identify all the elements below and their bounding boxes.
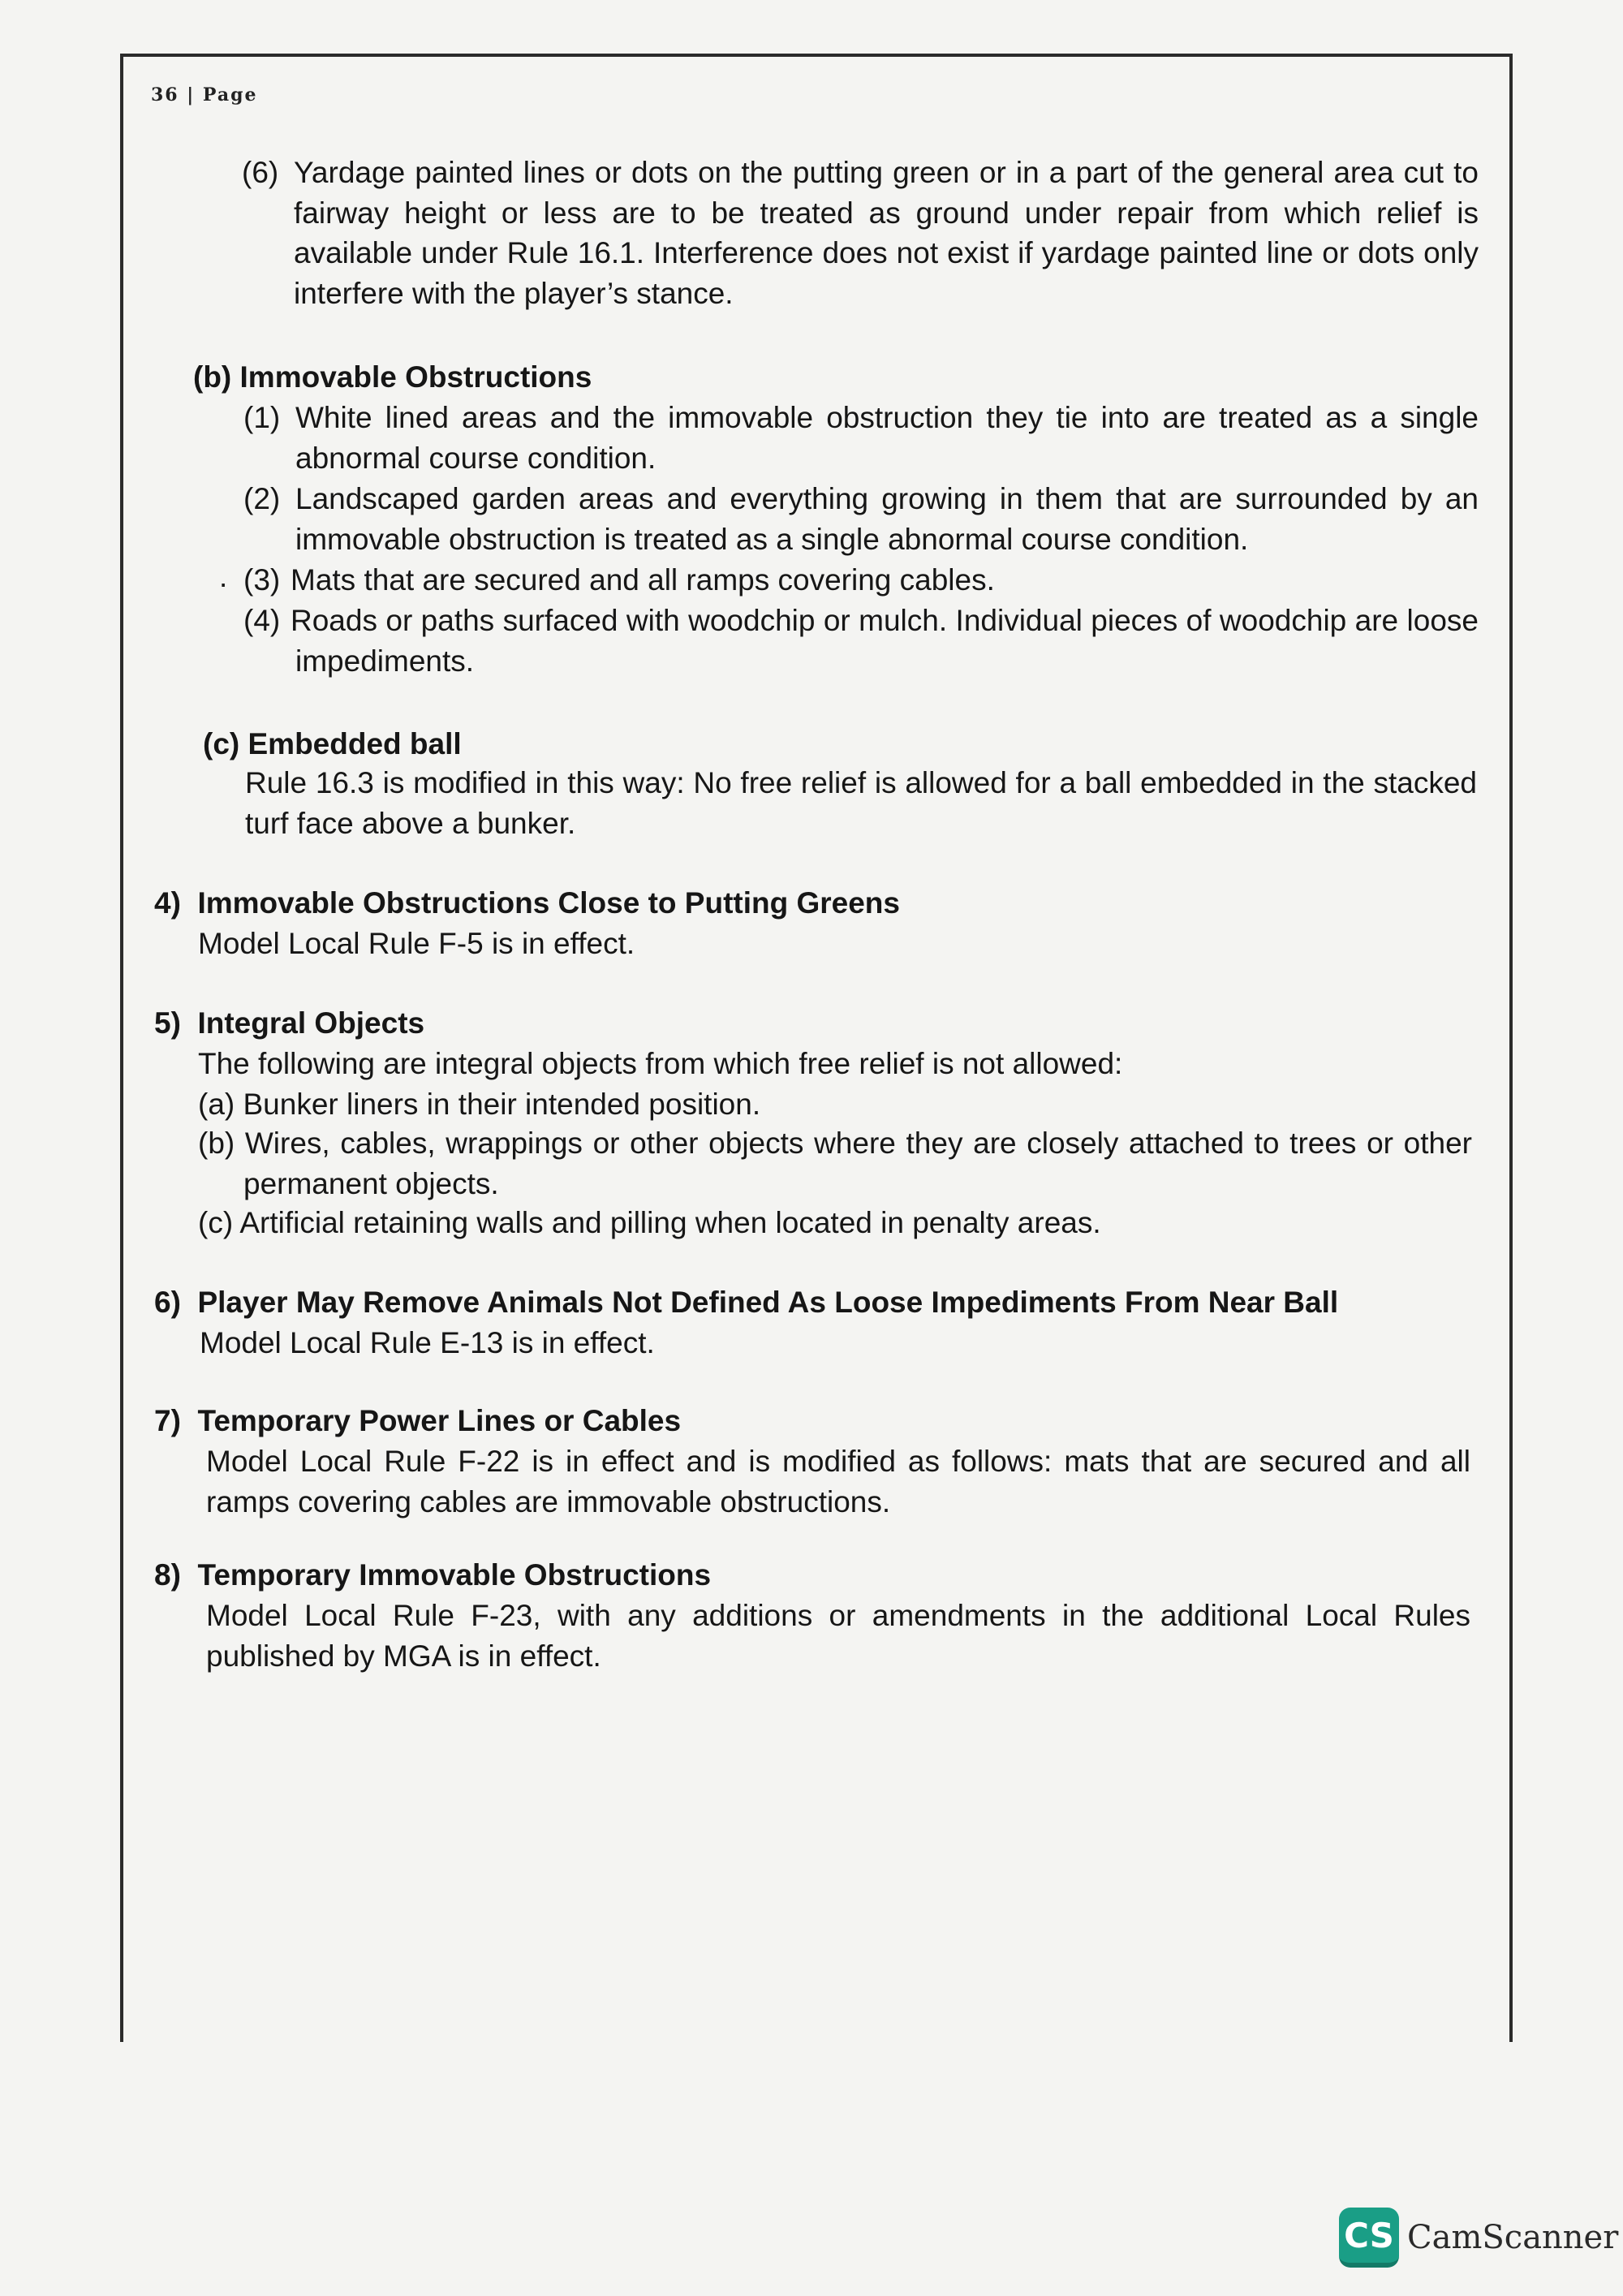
cs-badge-icon: CS <box>1339 2208 1399 2268</box>
section-5-item-b-line: permanent objects. <box>243 1166 499 1200</box>
section-5-heading: 5) Integral Objects <box>154 1006 425 1040</box>
page-number: 36 | Page <box>151 84 258 106</box>
item-b4-text <box>291 601 1479 681</box>
item-6-marker: (6) <box>242 156 279 189</box>
section-8-body <box>206 1596 1470 1676</box>
item-b1-text <box>295 398 1479 478</box>
section-7-line: Model Local Rule F-22 is in effect and is modified as follows: mats that are secured and all <box>206 1445 1470 1478</box>
item-6-text <box>294 153 1479 313</box>
section-c-heading: (c) Embedded ball <box>203 727 462 760</box>
section-5-item-c: (c) Artificial retaining walls and pilling when located in penalty areas. <box>198 1206 1101 1239</box>
item-6-line: interfere with the player’s stance. <box>294 276 734 310</box>
item-b3-marker: (3) <box>243 563 281 597</box>
section-4-body: Model Local Rule F-5 is in effect. <box>198 927 635 960</box>
item-6-line: fairway height or less are to be treated as ground under repair from which relief is <box>294 196 1479 230</box>
section-4-heading: 4) Immovable Obstructions Close to Putting Greens <box>154 886 900 920</box>
item-b1-marker: (1) <box>243 401 281 434</box>
section-5-intro: The following are integral objects from which free relief is not allowed: <box>198 1047 1123 1080</box>
camscanner-logo <box>1339 2208 1618 2268</box>
item-b1-line: abnormal course condition. <box>295 441 657 475</box>
section-c-body <box>245 763 1477 843</box>
item-b4-marker: (4) <box>243 604 281 637</box>
section-c-line: Rule 16.3 is modified in this way: No free relief is allowed for a ball embedded in the stacked <box>245 766 1477 799</box>
item-b1-line: White lined areas and the immovable obstruction they tie into are treated as a single <box>295 401 1479 434</box>
section-c-line: turf face above a bunker. <box>245 806 576 840</box>
item-6-line: Yardage painted lines or dots on the putting green or in a part of the general area cut to <box>294 156 1479 189</box>
item-6-line: available under Rule 16.1. Interference does not exist if yardage painted line or dots only <box>294 236 1479 269</box>
section-7-heading: 7) Temporary Power Lines or Cables <box>154 1404 682 1437</box>
section-5-item-b <box>198 1123 1472 1204</box>
camscanner-wordmark: CamScanner <box>1407 2219 1619 2256</box>
item-b2-line: Landscaped garden areas and everything growing in them that are surrounded by an <box>295 482 1479 515</box>
section-b-heading: (b) Immovable Obstructions <box>193 360 592 394</box>
item-b2-marker: (2) <box>243 482 281 515</box>
item-b2-text <box>295 479 1479 559</box>
item-b4-line: impediments. <box>295 644 475 678</box>
section-8-heading: 8) Temporary Immovable Obstructions <box>154 1558 712 1592</box>
section-7-line: ramps covering cables are immovable obstructions. <box>206 1484 891 1518</box>
item-b4-line: Roads or paths surfaced with woodchip or mulch. Individual pieces of woodchip are loose <box>291 604 1479 637</box>
section-8-line: published by MGA is in effect. <box>206 1639 601 1673</box>
section-8-line: Model Local Rule F-23, with any additions or amendments in the additional Local Rules <box>206 1599 1470 1632</box>
section-6-body: Model Local Rule E-13 is in effect. <box>200 1326 655 1359</box>
stray-dot: . <box>219 560 228 593</box>
section-5-item-a: (a) Bunker liners in their intended position. <box>198 1088 761 1121</box>
section-5-item-b-line: (b) Wires, cables, wrappings or other objects where they are closely attached to trees or other <box>198 1126 1472 1160</box>
section-7-body <box>206 1441 1470 1522</box>
item-b2-line: immovable obstruction is treated as a single abnormal course condition. <box>295 522 1249 556</box>
section-6-heading: 6) Player May Remove Animals Not Defined As Loose Impediments From Near Ball <box>154 1286 1339 1319</box>
item-b3-text: Mats that are secured and all ramps covering cables. <box>291 563 995 597</box>
